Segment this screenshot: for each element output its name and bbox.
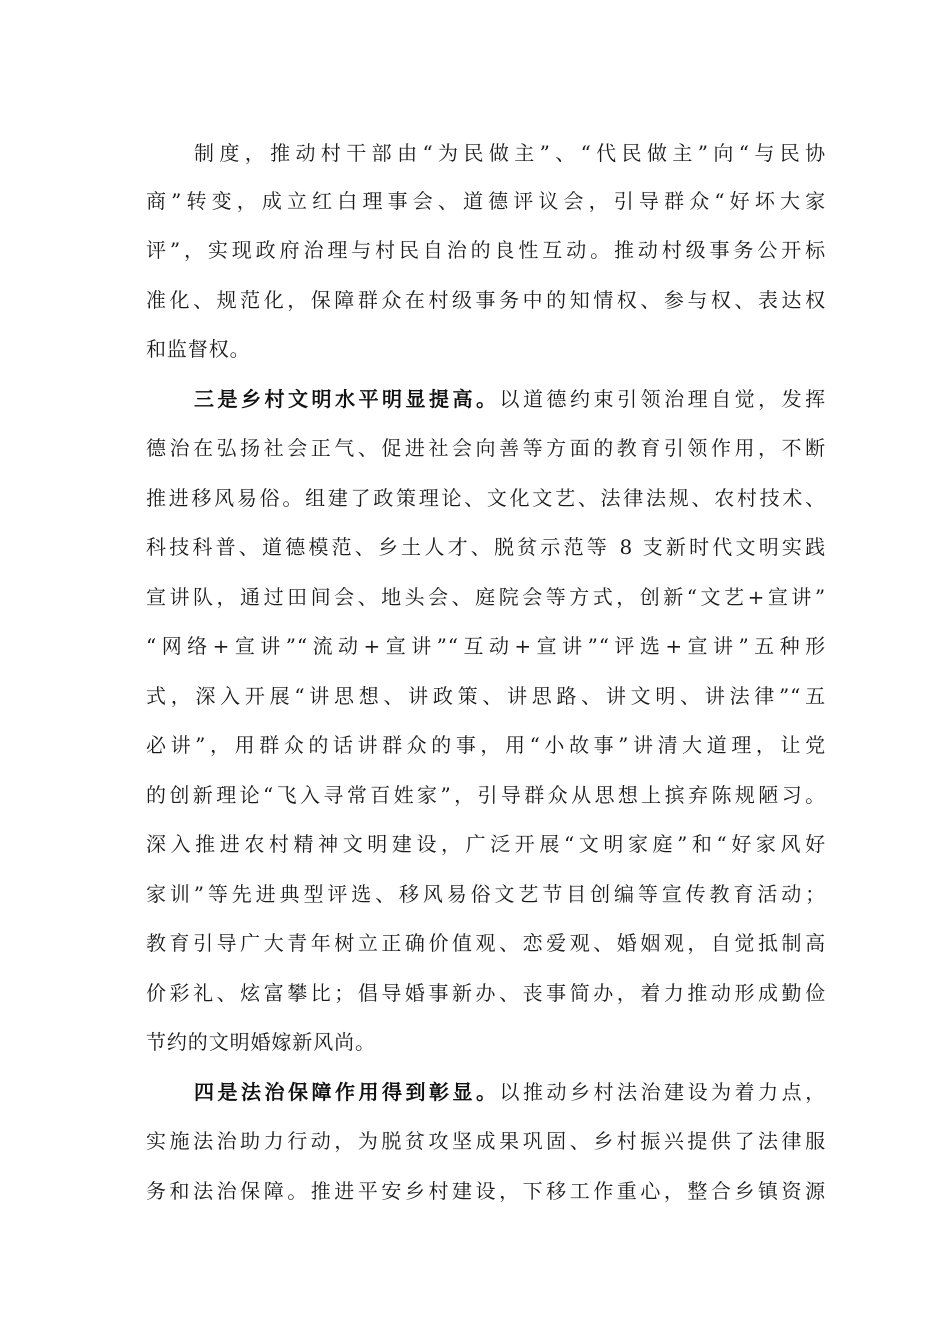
paragraph-first-line bbox=[194, 379, 826, 419]
section-heading: 三是乡村文明水平明显提高。 bbox=[194, 387, 500, 411]
paragraph-line: 实施法治助力行动，为脱贫攻坚成果巩固、乡村振兴提供了法律服 bbox=[146, 1129, 826, 1153]
paragraph-line: 的创新理论“飞入寻常百姓家”，引导群众从思想上摈弃陈规陋习。 bbox=[146, 783, 826, 807]
paragraph-text: 以推动乡村法治建设为着力点， bbox=[499, 1080, 826, 1104]
section-heading: 四是法治保障作用得到彰显。 bbox=[194, 1080, 500, 1104]
paragraph-line: 家训”等先进典型评选、移风易俗文艺节目创编等宣传教育活动； bbox=[146, 882, 826, 906]
paragraph-line: 和监督权。 bbox=[146, 337, 251, 361]
paragraph-line: 商”转变，成立红白理事会、道德评议会，引导群众“好坏大家 bbox=[146, 189, 826, 213]
paragraph-first-line bbox=[194, 1072, 826, 1112]
paragraph-text: 以道德约束引领治理自觉，发挥 bbox=[499, 387, 826, 411]
paragraph-line: 准化、规范化，保障群众在村级事务中的知情权、参与权、表达权 bbox=[146, 288, 826, 312]
paragraph-line: 推进移风易俗。组建了政策理论、文化文艺、法律法规、农村技术、 bbox=[146, 486, 826, 510]
paragraph-line: 教育引导广大青年树立正确价值观、恋爱观、婚姻观，自觉抵制高 bbox=[146, 931, 826, 955]
paragraph-line: 科技科普、道德模范、乡土人才、脱贫示范等 8 支新时代文明实践 bbox=[146, 535, 826, 559]
paragraph-line: 深入推进农村精神文明建设，广泛开展“文明家庭”和“好家风好 bbox=[146, 832, 826, 856]
paragraph-line: 节约的文明婚嫁新风尚。 bbox=[146, 1030, 376, 1054]
paragraph-line: 制度，推动村干部由“为民做主”、“代民做主”向“与民协 bbox=[194, 141, 826, 165]
paragraph-line: 评”，实现政府治理与村民自治的良性互动。推动村级事务公开标 bbox=[146, 238, 826, 262]
paragraph-line: “网络+宣讲”“流动+宣讲”“互动+宣讲”“评选+宣讲”五种形 bbox=[146, 634, 826, 658]
paragraph-line: 宣讲队，通过田间会、地头会、庭院会等方式，创新“文艺+宣讲” bbox=[146, 585, 826, 609]
paragraph-line: 必讲”，用群众的话讲群众的事，用“小故事”讲清大道理，让党 bbox=[146, 733, 826, 757]
paragraph-line: 价彩礼、炫富攀比；倡导婚事新办、丧事简办，着力推动形成勤俭 bbox=[146, 981, 826, 1005]
paragraph-line: 式，深入开展“讲思想、讲政策、讲思路、讲文明、讲法律”“五 bbox=[146, 684, 826, 708]
paragraph-line: 务和法治保障。推进平安乡村建设，下移工作重心，整合乡镇资源 bbox=[146, 1179, 826, 1203]
paragraph-line: 德治在弘扬社会正气、促进社会向善等方面的教育引领作用，不断 bbox=[146, 436, 826, 460]
